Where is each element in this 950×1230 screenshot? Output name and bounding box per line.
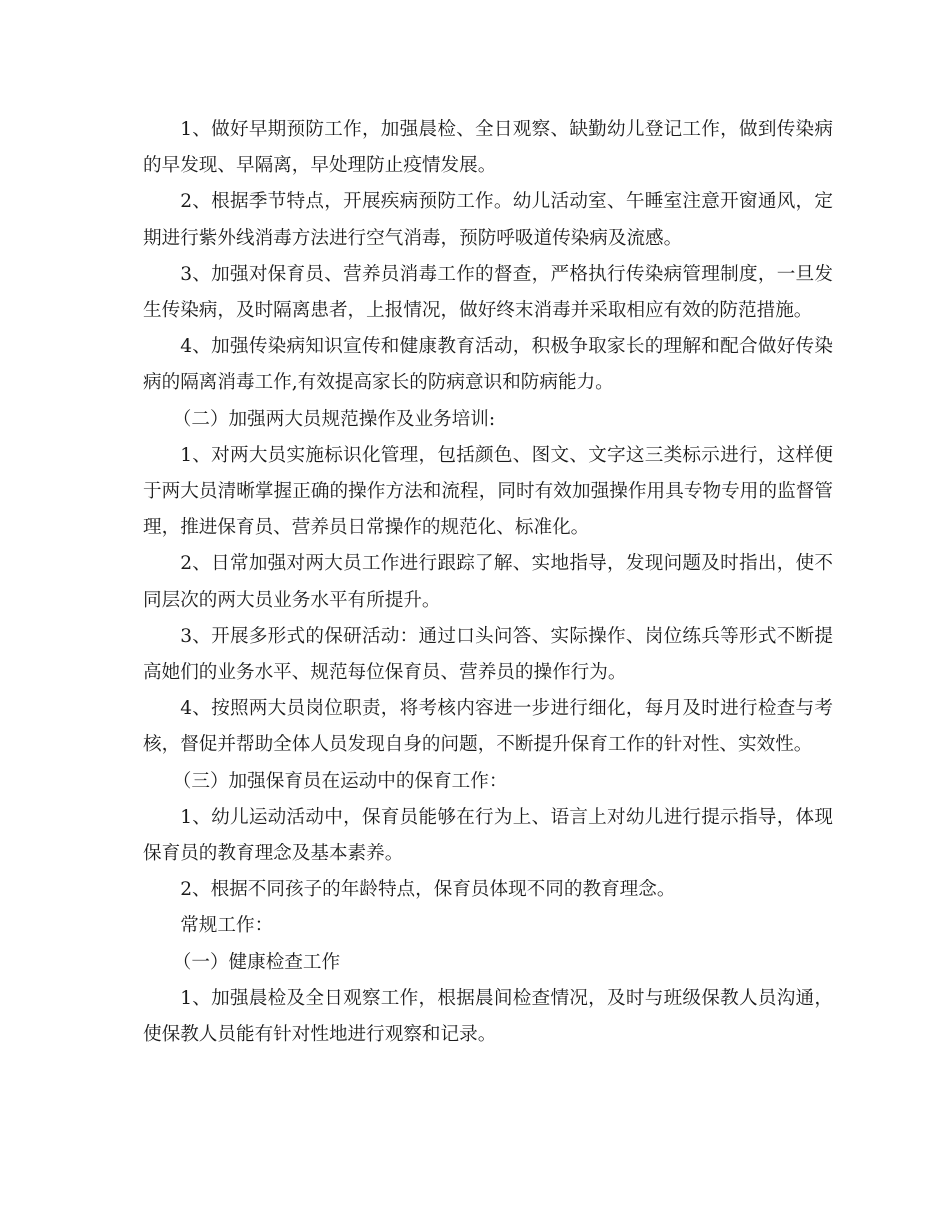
paragraph-2: 2、根据季节特点，开展疾病预防工作。幼儿活动室、午睡室注意开窗通风，定期进行紫外线消毒方法进行空气消毒，预防呼吸道传染病及流感。: [143, 191, 833, 249]
document-body: [143, 112, 833, 1053]
paragraph-8: 4、按照两大员岗位职责，将考核内容进一步进行细化，每月及时进行检查与考核，督促并帮助全体人员发现自身的问题，不断提升保育工作的针对性、实效性。: [143, 698, 833, 756]
paragraph-5: 1、对两大员实施标识化管理，包括颜色、图文、文字这三类标示进行，这样便于两大员清晰掌握正确的操作方法和流程，同时有效加强操作用具专物专用的监督管理，推进保育员、营养员日常操作的规范化、标准化。: [143, 444, 833, 539]
section-heading-2: （二）加强两大员规范操作及业务培训:: [172, 408, 496, 430]
paragraph-11: 1、加强晨检及全日观察工作，根据晨间检查情况，及时与班级保教人员沟通，使保教人员能有针对性地进行观察和记录。: [143, 987, 833, 1046]
paragraph-9: 1、幼儿运动活动中，保育员能够在行为上、语言上对幼儿进行提示指导，体现保育员的教育理念及基本素养。: [143, 806, 833, 865]
paragraph-10: 2、根据不同孩子的年龄特点，保育员体现不同的教育理念。: [180, 879, 676, 901]
paragraph-3: 3、加强对保育员、营养员消毒工作的督查，严格执行传染病管理制度，一旦发生传染病，及时隔离患者，上报情况，做好终末消毒并采取相应有效的防范措施。: [143, 263, 833, 322]
section-heading-health-check: （一）健康检查工作: [172, 951, 341, 973]
paragraph-6: 2、日常加强对两大员工作进行跟踪了解、实地指导，发现问题及时指出，使不同层次的两大员业务水平有所提升。: [143, 553, 833, 611]
section-heading-3: （三）加强保育员在运动中的保育工作：: [172, 770, 508, 792]
paragraph-4: 4、加强传染病知识宣传和健康教育活动，积极争取家长的理解和配合做好传染病的隔离消毒工作,有效提高家长的防病意识和防病能力。: [143, 336, 833, 394]
paragraph-1: 1、做好早期预防工作，加强晨检、全日观察、缺勤幼儿登记工作，做到传染病的早发现、早隔离，早处理防止疫情发展。: [143, 119, 833, 177]
paragraph-7: 3、开展多形式的保研活动：通过口头问答、实际操作、岗位练兵等形式不断提高她们的业务水平、规范每位保育员、营养员的操作行为。: [143, 625, 833, 684]
routine-work-heading: 常规工作：: [180, 915, 274, 937]
